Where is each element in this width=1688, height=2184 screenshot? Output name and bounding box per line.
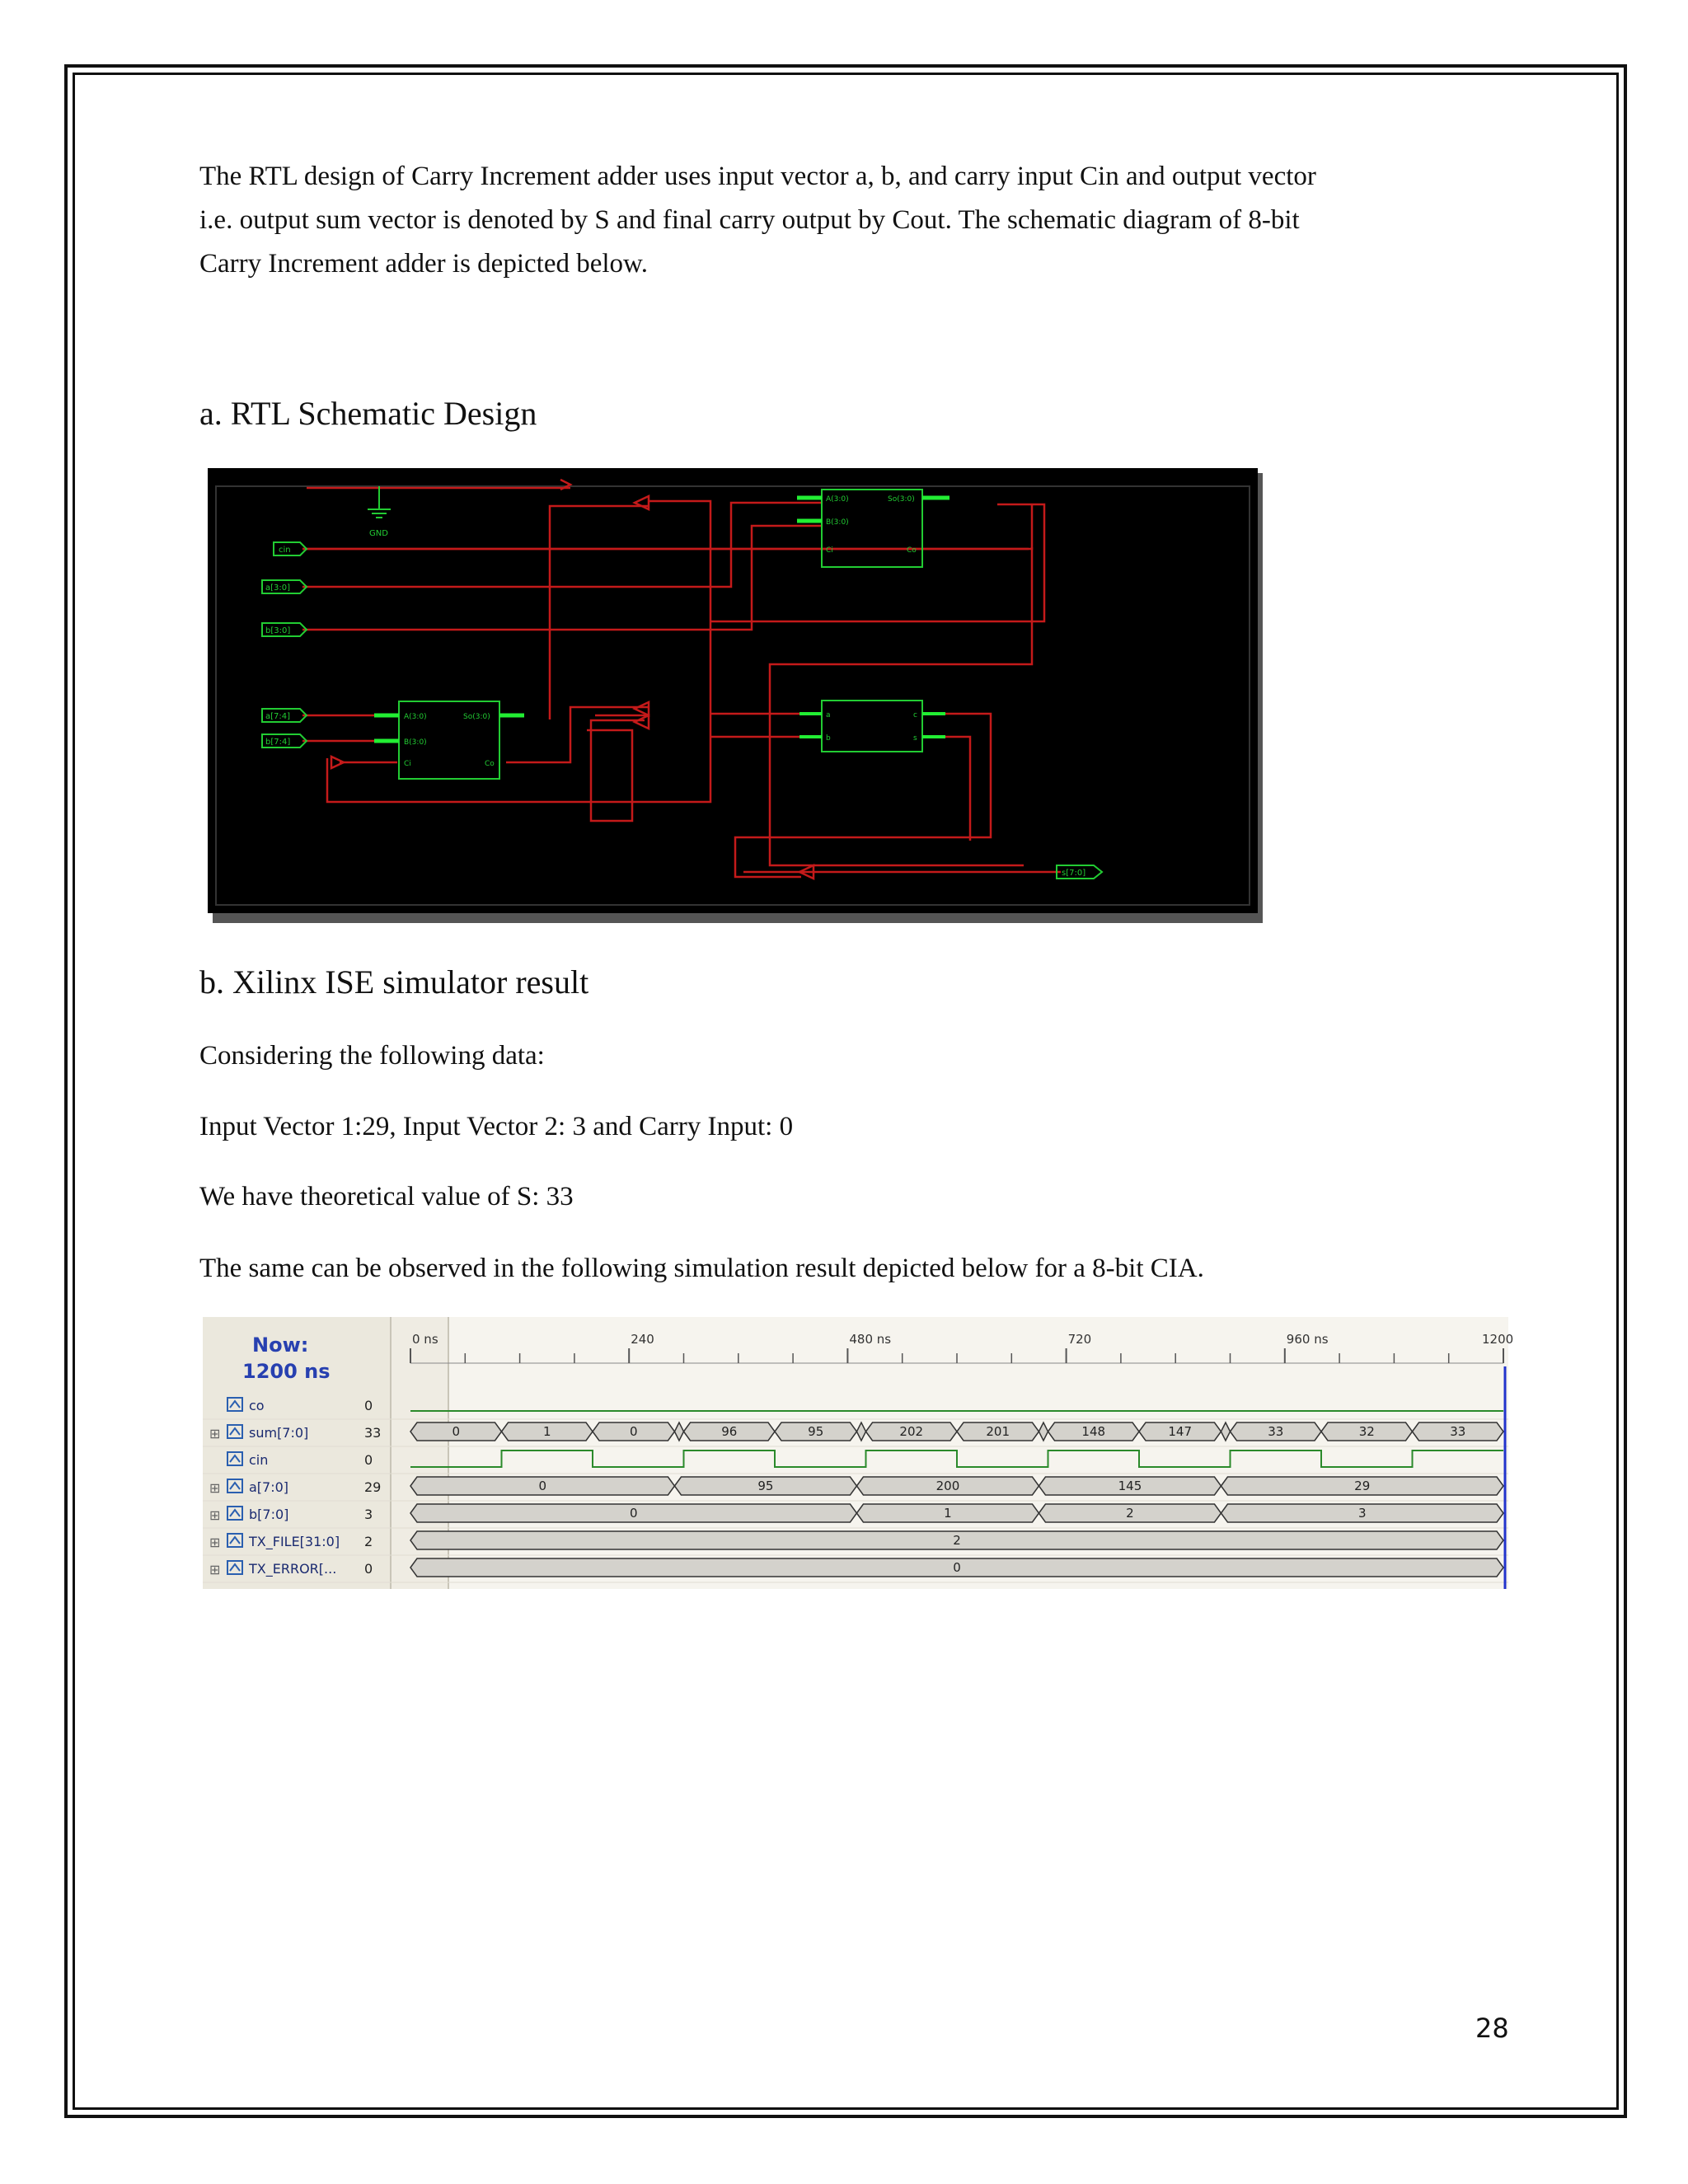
svg-text:Co: Co	[907, 546, 917, 555]
signal-value: 29	[364, 1479, 382, 1495]
svg-text:b[7:4]: b[7:4]	[265, 738, 291, 747]
svg-text:a[7:4]: a[7:4]	[265, 712, 291, 721]
signal-name: sum[7:0]	[249, 1425, 309, 1441]
page-number: 28	[1475, 2013, 1509, 2044]
now-label: Now:	[252, 1333, 309, 1357]
intro-line-2: i.e. output sum vector is denoted by S and final carry output by Cout. The schematic diagram of 8-bit	[199, 205, 1300, 235]
bus-value: 145	[1118, 1479, 1142, 1493]
time-label: 240	[631, 1332, 654, 1347]
svg-text:a: a	[826, 711, 831, 719]
bus-value: 96	[721, 1424, 738, 1439]
signal-value: 0	[364, 1561, 373, 1577]
svg-text:b[3:0]: b[3:0]	[265, 626, 291, 635]
expand-icon[interactable]: ⊞	[209, 1535, 221, 1550]
expand-icon[interactable]: ⊞	[209, 1480, 221, 1496]
time-label: 960 ns	[1286, 1332, 1329, 1347]
svg-text:So(3:0): So(3:0)	[463, 713, 490, 721]
svg-text:s[7:0]: s[7:0]	[1062, 869, 1086, 878]
svg-text:Co: Co	[485, 760, 495, 768]
bus-value: 29	[1354, 1479, 1371, 1493]
gnd-label: GND	[369, 529, 388, 538]
bus-value: 148	[1081, 1424, 1106, 1439]
bus-value: 147	[1168, 1424, 1193, 1439]
bus-value: 0	[538, 1479, 546, 1493]
bus-value: 1	[542, 1424, 551, 1439]
svg-text:So(3:0): So(3:0)	[888, 495, 915, 504]
intro-line-3: Carry Increment adder is depicted below.	[199, 249, 648, 279]
expand-icon[interactable]: ⊞	[209, 1562, 221, 1577]
signal-name: a[7:0]	[249, 1479, 289, 1495]
bus-value: 95	[757, 1479, 774, 1493]
now-value: 1200 ns	[242, 1360, 331, 1383]
signal-value: 0	[364, 1452, 373, 1468]
bus-value: 202	[899, 1424, 924, 1439]
section-b-heading: b. Xilinx ISE simulator result	[199, 963, 589, 1001]
svg-text:B(3:0): B(3:0)	[404, 738, 427, 747]
waveform-viewer[interactable]	[203, 1317, 1514, 1589]
signal-name: b[7:0]	[249, 1507, 289, 1522]
svg-text:s: s	[913, 734, 917, 743]
schematic-canvas	[208, 468, 1258, 913]
intro-line-1: The RTL design of Carry Increment adder uses input vector a, b, and carry input Cin and output vector	[199, 162, 1316, 191]
svg-text:b: b	[826, 734, 831, 743]
bus-value: 1	[944, 1506, 952, 1521]
section-a-heading: a. RTL Schematic Design	[199, 395, 537, 432]
rtl-schematic-figure	[208, 468, 1263, 923]
signal-value: 33	[364, 1425, 382, 1441]
data-line-2: Input Vector 1:29, Input Vector 2: 3 and Carry Input: 0	[199, 1112, 794, 1141]
expand-icon[interactable]: ⊞	[209, 1426, 221, 1441]
data-line-1: Considering the following data:	[199, 1041, 545, 1071]
bus-value: 0	[953, 1560, 961, 1575]
signal-name: co	[249, 1398, 265, 1413]
time-label: 0 ns	[412, 1332, 438, 1347]
svg-text:cin: cin	[279, 546, 291, 555]
svg-text:B(3:0): B(3:0)	[826, 518, 849, 527]
bus-value: 0	[629, 1506, 638, 1521]
bus-value: 33	[1268, 1424, 1284, 1439]
data-line-3: We have theoretical value of S: 33	[199, 1182, 574, 1212]
svg-text:A(3:0): A(3:0)	[404, 713, 427, 721]
signal-value: 2	[364, 1534, 373, 1549]
intro-paragraph	[199, 155, 1485, 286]
time-label: 480 ns	[849, 1332, 892, 1347]
signal-name: TX_ERROR[...	[249, 1561, 337, 1577]
bus-value: 201	[986, 1424, 1010, 1439]
expand-icon[interactable]: ⊞	[209, 1507, 221, 1523]
signal-name: TX_FILE[31:0]	[249, 1534, 340, 1549]
bus-value: 2	[953, 1533, 961, 1548]
signal-value: 0	[364, 1398, 373, 1413]
svg-text:a[3:0]: a[3:0]	[265, 583, 291, 593]
bus-value: 3	[1357, 1506, 1367, 1521]
data-line-4: The same can be observed in the following simulation result depicted below for a 8-bit CIA.	[199, 1254, 1204, 1283]
bus-value: 95	[808, 1424, 824, 1439]
svg-text:Ci: Ci	[826, 546, 833, 555]
page-border-inner	[73, 73, 1619, 2110]
bus-value: 0	[452, 1424, 461, 1439]
bus-value: 0	[629, 1424, 638, 1439]
bus-value: 32	[1358, 1424, 1375, 1439]
svg-text:Ci: Ci	[404, 760, 411, 768]
bus-value: 33	[1450, 1424, 1466, 1439]
svg-text:c: c	[913, 711, 917, 719]
signal-name: cin	[249, 1452, 269, 1468]
bus-value: 200	[935, 1479, 960, 1493]
signal-value: 3	[364, 1507, 373, 1522]
svg-text:A(3:0): A(3:0)	[826, 495, 849, 504]
bus-value: 2	[1126, 1506, 1134, 1521]
time-label: 1200	[1482, 1332, 1514, 1347]
time-label: 720	[1067, 1332, 1092, 1347]
